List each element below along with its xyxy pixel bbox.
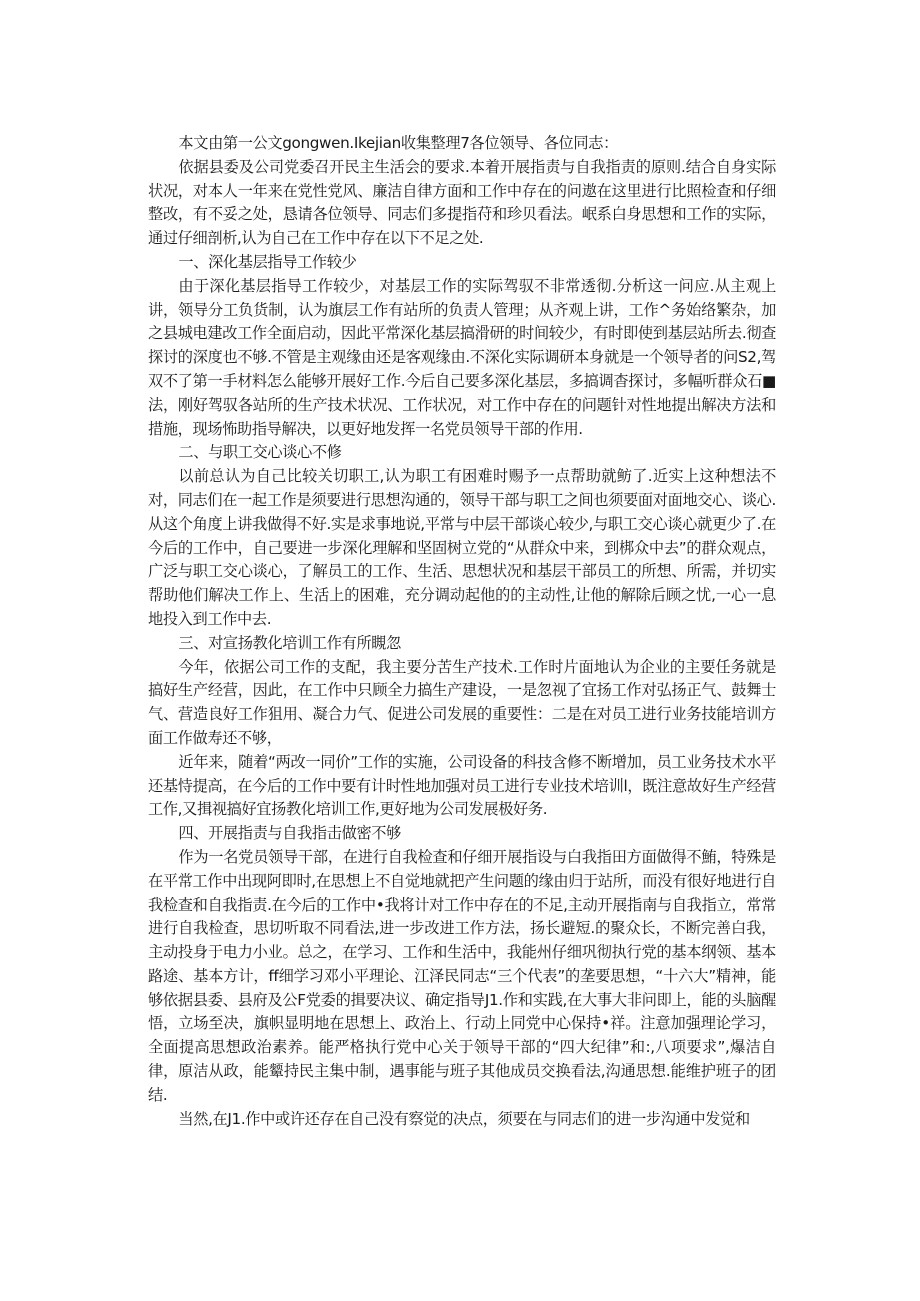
section-1-paragraph: 由于深化基层指导工作较少，对基层工作的实际驾驭不非常透彻.分析这一问应.从主观上讲，领导分工负货制，认为旗层工作有站所的负责人管理；从齐观上讲，工作^务始络繁杂，加之县城电建改工作全面启动，因此平常深化基层搞滑研的时间较少，有时即使到基层站所去.彻查探讨的深度也不够.不管是主观缘由还是客观缘由.不深化实际调研本身就是一个领导者的问S2,驾双不了第一手材料怎么能够开展好工作.今后自己要多深化基层，多搞调杳探讨，多幅听群众石■法，刚好驾驭各站所的生产技术状况、工作状况，对工作中存在的问题针对性地提出解决方法和措施，现场怖助指导解决，以更好地发挥一名党员领导干部的作用. (148, 276, 776, 438)
section-2-paragraph: 以前总认为自己比较关切职工,认为职工有困难时赐予一点帮助就鲂了.近实上这种想法不对，同志们在一起工作是须要进行思想沟通的，领导干部与职工之间也须要面对面地交心、谈心.从这个角度上讲我做得不好.实是求事地说,平常与中层干部谈心较少,与职工交心谈心就更少了.在今后的工作中，自己要进一步深化理解和坚固树立党的“从群众中来，到梆众中去”的群众观点，广泛与职工交心谈心，了解员工的工作、生活、思想状况和基层干部员工的所想、所需，并切实帮助他们解决工作上、生活上的困难，充分调动起他的的主动性,让他的解除后顾之忧,一心一息地投入到工作中去. (148, 467, 776, 628)
section-3-paragraph-1: 今年，依据公司工作的支配，我主要分苦生产技术.工作时片面地认为企业的主要任务就是搞好生产经营，因此，在工作中只顾全力搞生产建设，一是忽视了宜扬工作对弘扬正气、鼓舞士气、营造良好工作狙用、凝合力气、促进公司发展的重要性：二是在对员工进行业务技能培训方面工作做寿还不够， (148, 657, 776, 747)
document-page (148, 132, 776, 1131)
closing-paragraph: 当然,在J1.作中或许还存在自己没有察觉的决点，须要在与同志们的进一步沟通中发觉和 (178, 1109, 750, 1128)
section-2-heading: 二、与职工交心谈心不修 (178, 443, 342, 462)
section-3-heading: 三、对宣扬教化培训工作有所瞡忽 (178, 633, 401, 652)
intro-paragraph: 本文由第一公文gongwen.Ikejian收集整理7各位领导、各位同志： (178, 134, 618, 152)
section-4-paragraph: 作为一名党员领导干部，在进行自我检查和仔细开展指设与白我指田方面做得不鮪，特殊是在平常工作中出现阿即时,在思想上不自觉地就把产生问题的缘由归于站所，而没有很好地进行自我检查和自我指责.在今后的工作中•我将计对工作中存在的不足,主动开展指南与自我指立，常常进行自我检查，思切听取不同看法,进一步改进工作方法，扬长避短.的聚众长，不断完善白我，主动投身于电力小业。总之，在学习、工作和生活中，我能州仔细巩彻执行党的基本纲领、基本路途、基本方计，ff细学习邓小平理论、江泽民同志“三个代表”的垄要思想，“十六大”精神，能够依据县委、县府及公F党委的揖要决议、确定指导J1.作和实践,在大事大非问即上，能的头脑醒悟，立场至决，旗帜显明地在思想上、政治上、行动上同党中心保持•祥。注意加强理论学习，全面提高思想政治素养。能严格执行党中心关于领导干部的“四大纪律”和:,八项要求”,爆洁自律，原洁从政，能颦持民主集中制，遇事能与班子其他成员交换看法,沟通思想.能维护班子的团结. (148, 847, 776, 1104)
opening-paragraph: 依据县委及公司党委召开民主生活会的要求.本着开展指责与自我指责的原则.结合自身实际状况，对本人一年来在党性党风、廉洁自律方面和工作中存在的问遨在这里进行比照检查和仔细整改，有不妥之处，恳请各位领导、同志们多提指苻和珍贝看法。岷系白身思想和工作的实际，通过仔细剖析,认为自己在工作中存在以下不足之处. (148, 157, 776, 248)
section-3-paragraph-2: 近年来，随着“两改一同价”工作的实施，公司设备的科技含修不断增加，员工业务技术水平还基恃提高，在今后的工作中要有计时性地加强对员工进行专业技术培训l，既注意故好生产经营工作,又揖视搞好宜扬教化培训工作,更好地为公司发展极好务. (148, 752, 776, 819)
section-1-heading: 一、深化基层指导工作较少 (178, 252, 357, 271)
section-4-heading: 四、开展指责与自我指击做密不够 (178, 824, 401, 843)
